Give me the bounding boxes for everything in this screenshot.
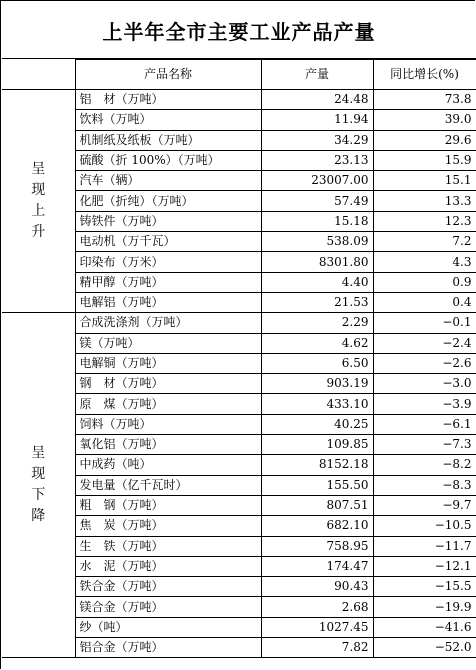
growth-cell: −52.0 xyxy=(373,638,476,658)
growth-cell: −8.3 xyxy=(373,475,476,495)
output-cell: 433.10 xyxy=(261,394,373,414)
growth-cell: −10.5 xyxy=(373,516,476,536)
output-cell: 90.43 xyxy=(261,577,373,597)
output-cell: 15.18 xyxy=(261,211,373,231)
growth-cell: −6.1 xyxy=(373,414,476,434)
product-name-cell: 镁（万吨） xyxy=(75,333,261,353)
group-label xyxy=(2,90,75,313)
product-name-cell: 铝合金（万吨） xyxy=(75,638,261,658)
table-body xyxy=(2,60,476,658)
product-name-cell: 水 泥（万吨） xyxy=(75,556,261,576)
output-cell: 538.09 xyxy=(261,232,373,252)
output-cell: 155.50 xyxy=(261,475,373,495)
growth-cell: 73.8 xyxy=(373,90,476,110)
output-cell: 57.49 xyxy=(261,191,373,211)
product-name-cell: 钢 材（万吨） xyxy=(75,374,261,394)
page-title: 上半年全市主要工业产品产量 xyxy=(2,2,476,59)
product-name-cell: 机制纸及纸板（万吨） xyxy=(75,130,261,150)
product-name-cell: 原 煤（万吨） xyxy=(75,394,261,414)
product-name-cell: 纱（吨） xyxy=(75,617,261,637)
output-cell: 8301.80 xyxy=(261,252,373,272)
group-label-text: 呈现上升 xyxy=(31,161,46,241)
output-cell: 2.29 xyxy=(261,313,373,333)
header-growth: 同比增长(%) xyxy=(373,60,476,90)
product-name-cell: 饲料（万吨） xyxy=(75,414,261,434)
table-row xyxy=(2,313,476,333)
header-output: 产量 xyxy=(261,60,373,90)
output-cell: 23007.00 xyxy=(261,171,373,191)
product-name-cell: 电动机（万千瓦） xyxy=(75,232,261,252)
product-name-cell: 中成药（吨） xyxy=(75,455,261,475)
growth-cell: −3.9 xyxy=(373,394,476,414)
growth-cell: −2.4 xyxy=(373,333,476,353)
product-name-cell: 铸铁件（万吨） xyxy=(75,211,261,231)
output-cell: 23.13 xyxy=(261,150,373,170)
product-name-cell: 硫酸（折 100%）（万吨） xyxy=(75,150,261,170)
output-cell: 4.40 xyxy=(261,272,373,292)
product-name-cell: 铁合金（万吨） xyxy=(75,577,261,597)
product-name-cell: 印染布（万米） xyxy=(75,252,261,272)
growth-cell: 39.0 xyxy=(373,110,476,130)
header-product-name: 产品名称 xyxy=(75,60,261,90)
output-cell: 6.50 xyxy=(261,353,373,373)
growth-cell: 29.6 xyxy=(373,130,476,150)
growth-cell: 12.3 xyxy=(373,211,476,231)
product-name-cell: 电解铝（万吨） xyxy=(75,292,261,312)
output-cell: 34.29 xyxy=(261,130,373,150)
group-label xyxy=(2,313,75,658)
group-label-text: 呈现下降 xyxy=(31,445,46,525)
growth-cell: −8.2 xyxy=(373,455,476,475)
growth-cell: −11.7 xyxy=(373,536,476,556)
output-cell: 24.48 xyxy=(261,90,373,110)
output-cell: 11.94 xyxy=(261,110,373,130)
output-cell: 807.51 xyxy=(261,495,373,515)
growth-cell: −41.6 xyxy=(373,617,476,637)
product-name-cell: 生 铁（万吨） xyxy=(75,536,261,556)
growth-cell: −0.1 xyxy=(373,313,476,333)
output-cell: 40.25 xyxy=(261,414,373,434)
output-cell: 682.10 xyxy=(261,516,373,536)
growth-cell: 15.9 xyxy=(373,150,476,170)
growth-cell: 15.1 xyxy=(373,171,476,191)
growth-cell: 0.4 xyxy=(373,292,476,312)
product-name-cell: 粗 钢（万吨） xyxy=(75,495,261,515)
growth-cell: −2.6 xyxy=(373,353,476,373)
growth-cell: 4.3 xyxy=(373,252,476,272)
product-name-cell: 电解铜（万吨） xyxy=(75,353,261,373)
product-name-cell: 镁合金（万吨） xyxy=(75,597,261,617)
growth-cell: −7.3 xyxy=(373,435,476,455)
output-cell: 4.62 xyxy=(261,333,373,353)
product-name-cell: 化肥（折纯）（万吨） xyxy=(75,191,261,211)
product-name-cell: 铝 材（万吨） xyxy=(75,90,261,110)
growth-cell: 7.2 xyxy=(373,232,476,252)
growth-cell: −9.7 xyxy=(373,495,476,515)
product-name-cell: 发电量（亿千瓦时） xyxy=(75,475,261,495)
growth-cell: −15.5 xyxy=(373,577,476,597)
growth-cell: −3.0 xyxy=(373,374,476,394)
product-name-cell: 焦 炭（万吨） xyxy=(75,516,261,536)
header-row xyxy=(2,60,476,90)
product-name-cell: 合成洗涤剂（万吨） xyxy=(75,313,261,333)
growth-cell: −19.9 xyxy=(373,597,476,617)
output-cell: 109.85 xyxy=(261,435,373,455)
growth-cell: 13.3 xyxy=(373,191,476,211)
product-name-cell: 氧化铝（万吨） xyxy=(75,435,261,455)
table-row xyxy=(2,90,476,110)
output-cell: 21.53 xyxy=(261,292,373,312)
header-spacer xyxy=(2,60,75,90)
output-cell: 8152.18 xyxy=(261,455,373,475)
production-table xyxy=(2,59,476,658)
product-name-cell: 精甲醇（万吨） xyxy=(75,272,261,292)
product-name-cell: 饮料（万吨） xyxy=(75,110,261,130)
output-cell: 7.82 xyxy=(261,638,373,658)
product-name-cell: 汽车（辆） xyxy=(75,171,261,191)
growth-cell: −12.1 xyxy=(373,556,476,576)
output-cell: 2.68 xyxy=(261,597,373,617)
output-cell: 1027.45 xyxy=(261,617,373,637)
output-cell: 758.95 xyxy=(261,536,373,556)
output-cell: 903.19 xyxy=(261,374,373,394)
growth-cell: 0.9 xyxy=(373,272,476,292)
output-cell: 174.47 xyxy=(261,556,373,576)
